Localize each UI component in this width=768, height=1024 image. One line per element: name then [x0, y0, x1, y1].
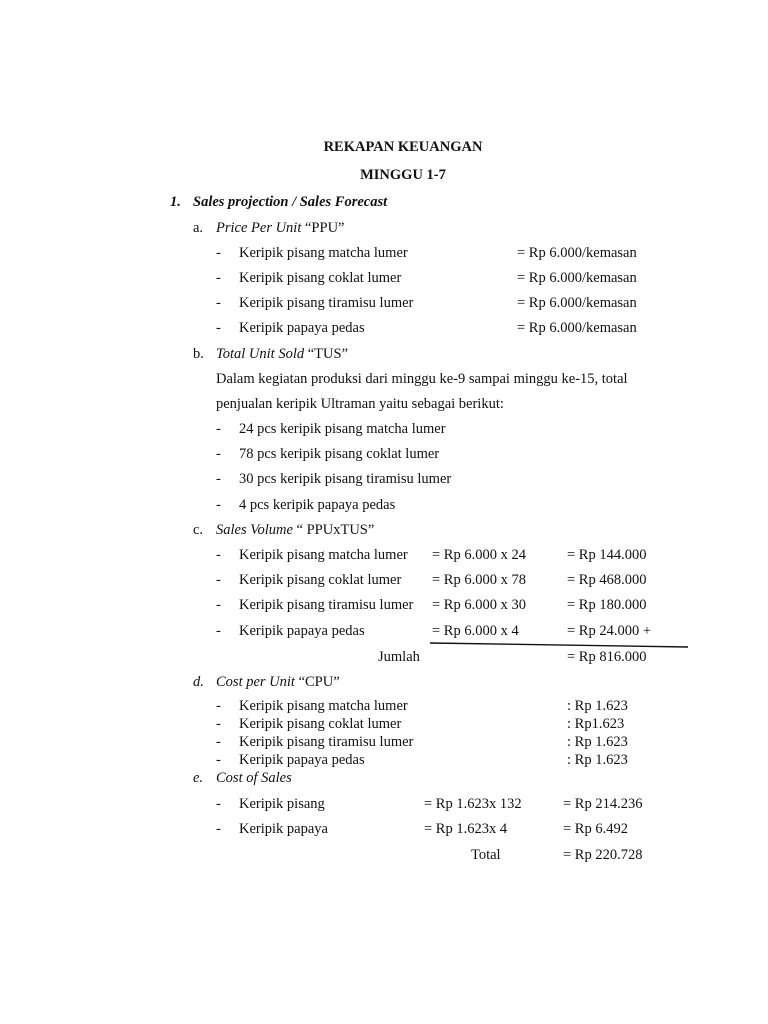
- sales-row-result: = Rp 144.000: [567, 547, 647, 563]
- list-dash: -: [216, 547, 221, 563]
- sales-row-calc: = Rp 6.000 x 24: [432, 547, 526, 563]
- cos-row-result: = Rp 6.492: [563, 821, 628, 837]
- ppu-item-label: Keripik pisang matcha lumer: [239, 245, 408, 261]
- document-subtitle: MINGGU 1-7: [360, 167, 446, 183]
- ppu-item-value: = Rp 6.000/kemasan: [517, 270, 637, 286]
- ppu-item-value: = Rp 6.000/kemasan: [517, 295, 637, 311]
- sales-row-label: Keripik pisang coklat lumer: [239, 572, 402, 588]
- list-dash: -: [216, 471, 221, 487]
- subsection-letter-a: a.: [193, 220, 204, 236]
- list-dash: -: [216, 320, 221, 336]
- subsection-letter-e: e.: [193, 770, 204, 786]
- paragraph-line: Dalam kegiatan produksi dari minggu ke-9 sampai minggu ke-15, total: [216, 371, 628, 387]
- section-title: Sales projection / Sales Forecast: [193, 194, 388, 210]
- sales-total-label: Jumlah: [378, 649, 420, 665]
- ppu-item-label: Keripik pisang tiramisu lumer: [239, 295, 414, 311]
- sum-underline: [430, 639, 690, 649]
- cos-total-label: Total: [471, 847, 501, 863]
- subsection-title-d: Cost per Unit “CPU”: [216, 674, 340, 690]
- ppu-item-label: Keripik pisang coklat lumer: [239, 270, 402, 286]
- document-title: REKAPAN KEUANGAN: [323, 139, 483, 155]
- ppu-item-label: Keripik papaya pedas: [239, 320, 365, 336]
- tus-item: 30 pcs keripik pisang tiramisu lumer: [239, 471, 452, 487]
- cos-row-label: Keripik pisang: [239, 796, 325, 812]
- list-dash: -: [216, 295, 221, 311]
- list-dash: -: [216, 752, 221, 768]
- sales-row-calc: = Rp 6.000 x 4: [432, 623, 519, 639]
- list-dash: -: [216, 270, 221, 286]
- list-dash: -: [216, 623, 221, 639]
- list-dash: -: [216, 245, 221, 261]
- cpu-item-value: : Rp1.623: [567, 716, 625, 732]
- tus-item: 4 pcs keripik papaya pedas: [239, 497, 396, 513]
- subsection-title-b: Total Unit Sold “TUS”: [216, 346, 348, 362]
- list-dash: -: [216, 597, 221, 613]
- cos-total-value: = Rp 220.728: [563, 847, 643, 863]
- subsection-title-c: Sales Volume “ PPUxTUS”: [216, 522, 375, 538]
- cos-row-calc: = Rp 1.623x 4: [424, 821, 508, 837]
- section-number: 1.: [170, 194, 181, 210]
- sales-row-label: Keripik pisang matcha lumer: [239, 547, 408, 563]
- cpu-item-label: Keripik pisang matcha lumer: [239, 698, 408, 714]
- cpu-item-value: : Rp 1.623: [567, 698, 628, 714]
- list-dash: -: [216, 446, 221, 462]
- sales-row-label: Keripik papaya pedas: [239, 623, 365, 639]
- cos-row-result: = Rp 214.236: [563, 796, 643, 812]
- sales-total-value: = Rp 816.000: [567, 649, 647, 665]
- subsection-letter-b: b.: [193, 346, 204, 362]
- cpu-item-value: : Rp 1.623: [567, 752, 628, 768]
- subsection-title-e: Cost of Sales: [216, 770, 292, 786]
- cpu-item-label: Keripik pisang tiramisu lumer: [239, 734, 414, 750]
- cpu-item-label: Keripik papaya pedas: [239, 752, 365, 768]
- sales-row-result: = Rp 24.000 +: [567, 623, 652, 639]
- ppu-item-value: = Rp 6.000/kemasan: [517, 320, 637, 336]
- cos-row-label: Keripik papaya: [239, 821, 328, 837]
- sales-row-calc: = Rp 6.000 x 30: [432, 597, 526, 613]
- subsection-letter-c: c.: [193, 522, 204, 538]
- sales-row-result: = Rp 180.000: [567, 597, 647, 613]
- sales-row-result: = Rp 468.000: [567, 572, 647, 588]
- cos-row-calc: = Rp 1.623x 132: [424, 796, 522, 812]
- paragraph-line: penjualan keripik Ultraman yaitu sebagai berikut:: [216, 396, 504, 412]
- list-dash: -: [216, 821, 221, 837]
- cpu-item-label: Keripik pisang coklat lumer: [239, 716, 402, 732]
- list-dash: -: [216, 716, 221, 732]
- tus-item: 24 pcs keripik pisang matcha lumer: [239, 421, 446, 437]
- ppu-item-value: = Rp 6.000/kemasan: [517, 245, 637, 261]
- cpu-item-value: : Rp 1.623: [567, 734, 628, 750]
- list-dash: -: [216, 497, 221, 513]
- list-dash: -: [216, 421, 221, 437]
- subsection-title-a: Price Per Unit “PPU”: [216, 220, 345, 236]
- subsection-letter-d: d.: [193, 674, 204, 690]
- sales-row-label: Keripik pisang tiramisu lumer: [239, 597, 414, 613]
- tus-item: 78 pcs keripik pisang coklat lumer: [239, 446, 440, 462]
- list-dash: -: [216, 572, 221, 588]
- list-dash: -: [216, 796, 221, 812]
- list-dash: -: [216, 734, 221, 750]
- list-dash: -: [216, 698, 221, 714]
- sales-row-calc: = Rp 6.000 x 78: [432, 572, 526, 588]
